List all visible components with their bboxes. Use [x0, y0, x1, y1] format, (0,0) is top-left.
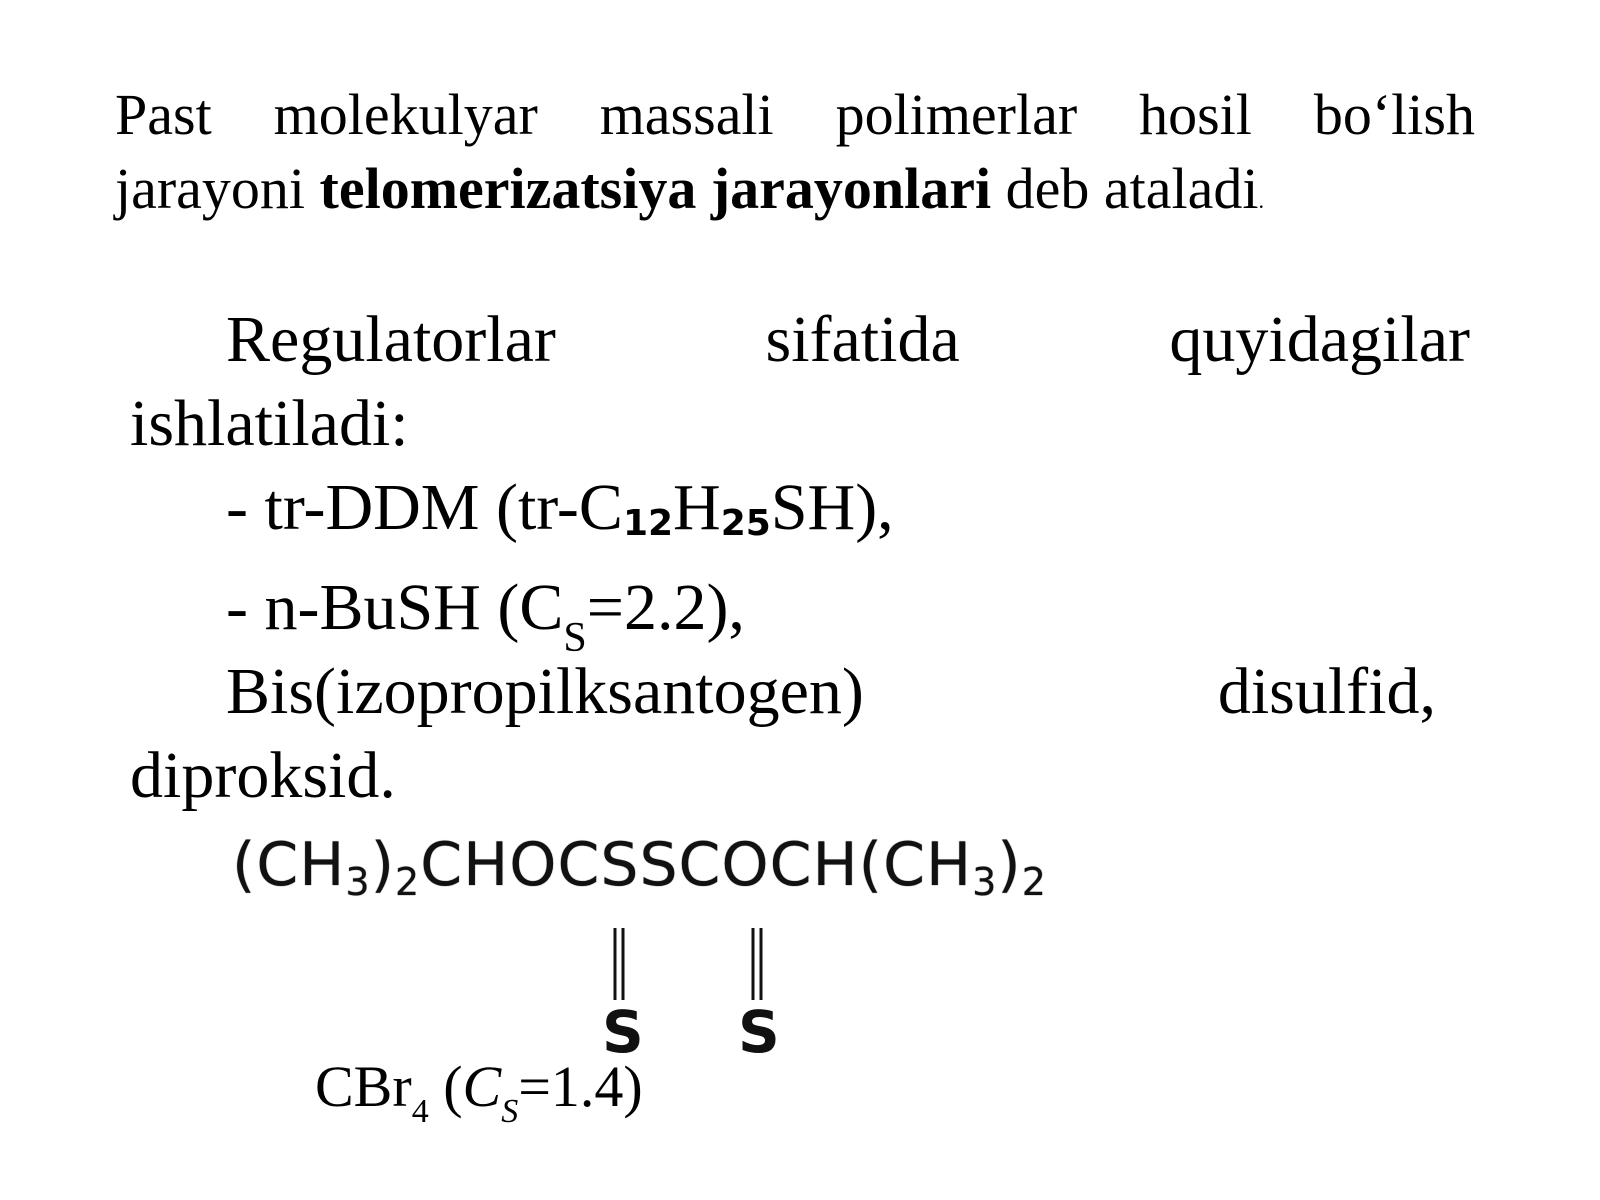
word: sifatida [765, 303, 960, 376]
item-text: SH), [770, 471, 894, 544]
xanthogen-disulfide-formula [232, 830, 1232, 1070]
formula-subscript: 2 [1021, 860, 1047, 904]
cbr4-value: =1.4) [518, 1054, 643, 1119]
word: molekulyar [273, 82, 538, 147]
bis-right: disulfid, [1217, 655, 1436, 728]
line2-period: . [1258, 188, 1264, 213]
definition-line-1 [115, 78, 1475, 152]
regulators-intro-line-2: ishlatiladi: [130, 387, 409, 460]
cbr4-italic-c: C [462, 1054, 502, 1119]
sulfur-atom-right: S [738, 998, 780, 1066]
item-text: - tr-DDM (tr-C [226, 471, 623, 544]
word: quyidagilar [1169, 303, 1470, 376]
word: Regulatorlar [226, 303, 556, 376]
subscript: 4 [411, 1093, 429, 1130]
item-text: - n-BuSH (C [226, 571, 564, 644]
subscript: 12 [622, 503, 674, 544]
formula-subscript: 2 [395, 860, 421, 904]
formula-text: CHOCSSCOCH(CH [420, 830, 973, 900]
item-text: =2.2), [586, 571, 745, 644]
line2-start: jarayoni [115, 156, 320, 221]
bis-left: Bis(izopropilksantogen) [226, 655, 864, 728]
word: bo‘lish [1313, 82, 1475, 147]
definition-line-2 [115, 152, 1475, 238]
cbr4-line [315, 1052, 643, 1130]
word: polimerlar [835, 82, 1078, 147]
formula-text: ) [370, 830, 396, 900]
formula-text: (CH [232, 830, 346, 900]
cbr4-text: ( [428, 1054, 463, 1119]
double-bond-right [750, 928, 764, 1000]
word: Past [115, 82, 212, 147]
sulfur-atom-left: S [602, 998, 644, 1066]
formula-subscript: 3 [972, 860, 998, 904]
subscript: 25 [720, 503, 771, 544]
regulators-intro-line-1 [130, 298, 1470, 382]
regulator-item-tr-ddm [130, 466, 1470, 566]
line2-end: deb ataladi [991, 156, 1259, 221]
word: hosil [1139, 82, 1252, 147]
regulators-paragraph [130, 298, 1470, 818]
formula-text: ) [997, 830, 1022, 900]
formula-main-chain [232, 830, 1047, 904]
word: massali [599, 82, 774, 147]
regulator-item-bis-line-2: diproksid. [130, 739, 396, 812]
item-text: H [673, 471, 721, 544]
double-bond-left [612, 928, 626, 1000]
cbr4-text: CBr [315, 1054, 412, 1119]
term-bold: telomerizatsiya jarayonlari [319, 156, 992, 221]
regulator-item-bis [130, 650, 1436, 734]
regulator-item-n-bush [130, 566, 1470, 661]
subscript: S [501, 1093, 519, 1130]
subscript: S [563, 615, 587, 661]
formula-subscript: 3 [345, 860, 371, 904]
definition-paragraph [115, 78, 1475, 238]
